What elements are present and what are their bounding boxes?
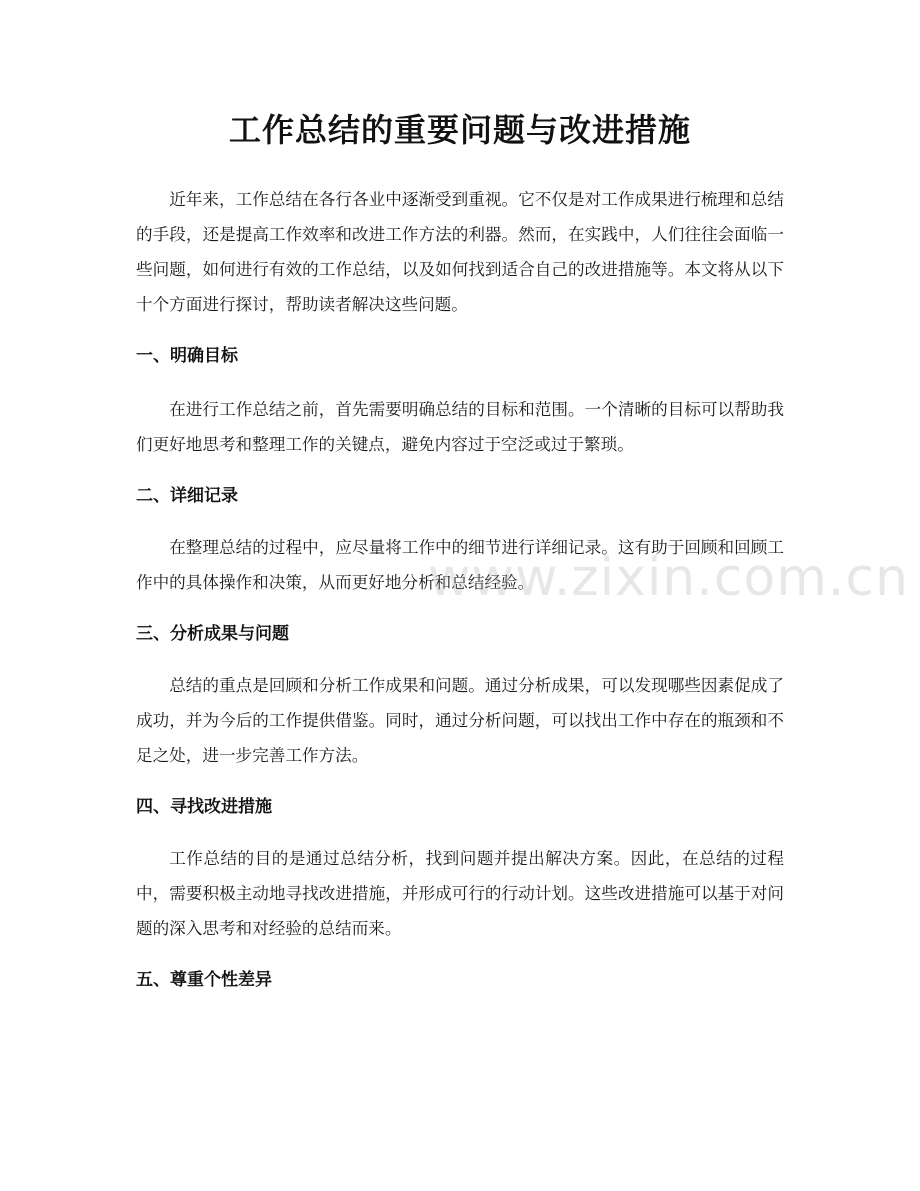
watermark: www.zixin.com.cn [428, 548, 909, 608]
section-heading-1: 一、明确目标 [136, 346, 238, 366]
section-heading-3: 三、分析成果与问题 [136, 624, 289, 644]
section-body-1: 在进行工作总结之前，首先需要明确总结的目标和范围。一个清晰的目标可以帮助我们更好地思考和整理工作的关键点，避免内容过于空泛或过于繁琐。 [136, 400, 784, 454]
document-title: 工作总结的重要问题与改进措施 [228, 111, 691, 149]
section-heading-2: 二、详细记录 [136, 486, 238, 506]
section-heading-4: 四、寻找改进措施 [136, 797, 272, 817]
section-body-2: 在整理总结的过程中，应尽量将工作中的细节进行详细记录。这有助于回顾和回顾工作中的具体操作和决策，从而更好地分析和总结经验。 [136, 538, 784, 592]
section-heading-5: 五、尊重个性差异 [136, 970, 272, 990]
intro-paragraph: 近年来，工作总结在各行各业中逐渐受到重视。它不仅是对工作成果进行梳理和总结的手段，还是提高工作效率和改进工作方法的利器。然而，在实践中，人们往往会面临一些问题，如何进行有效的工作总结，以及如何找到适合自己的改进措施等。本文将从以下十个方面进行探讨，帮助读者解决这些问题。 [136, 190, 784, 314]
section-body-4: 工作总结的目的是通过总结分析，找到问题并提出解决方案。因此，在总结的过程中，需要积极主动地寻找改进措施，并形成可行的行动计划。这些改进措施可以基于对问题的深入思考和对经验的总结而来。 [136, 849, 784, 938]
section-body-3: 总结的重点是回顾和分析工作成果和问题。通过分析成果，可以发现哪些因素促成了成功，并为今后的工作提供借鉴。同时，通过分析问题，可以找出工作中存在的瓶颈和不足之处，进一步完善工作方法。 [136, 676, 784, 765]
